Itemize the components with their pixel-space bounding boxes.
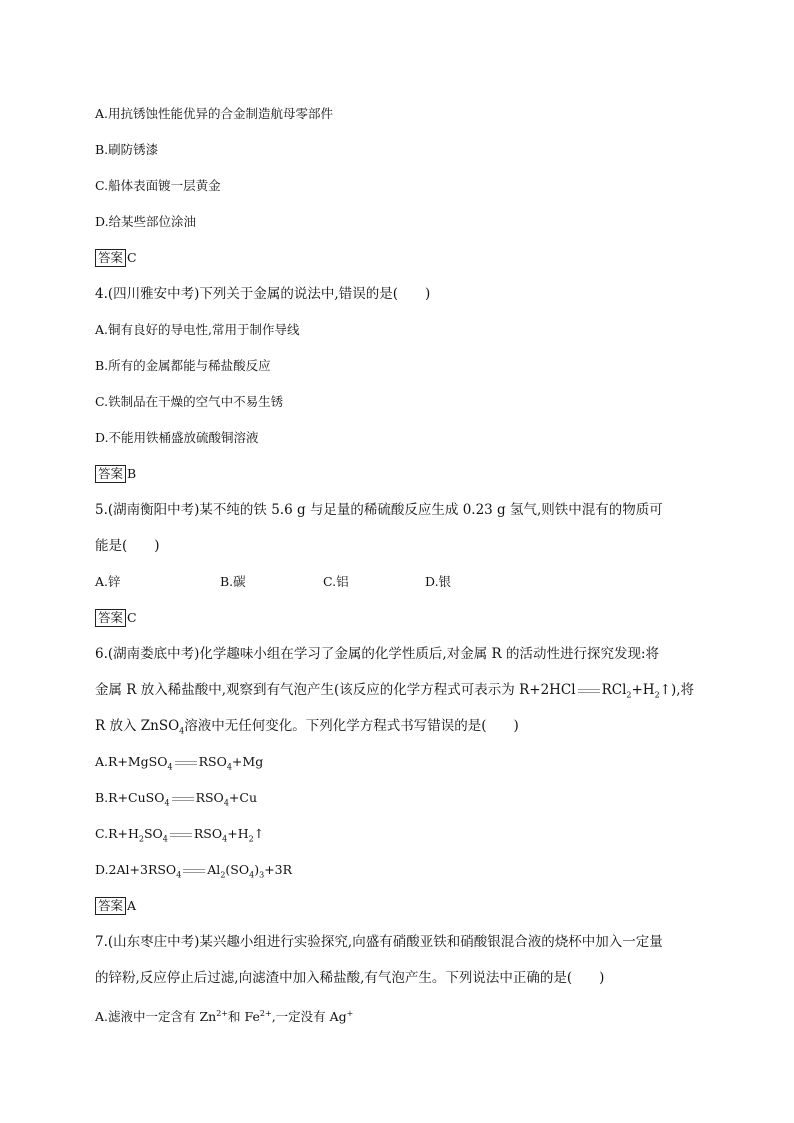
q4-option-c: C.铁制品在干燥的空气中不易生锈 bbox=[95, 394, 284, 409]
answer-value: C bbox=[127, 250, 137, 265]
q4-option-b: B.所有的金属都能与稀盐酸反应 bbox=[95, 358, 271, 373]
q5-option-a: A.锌 bbox=[95, 574, 121, 589]
answer-label: 答案 bbox=[95, 249, 126, 267]
reaction-equals-sign bbox=[170, 833, 192, 837]
q5-stem-line-2: 能是( ) bbox=[95, 538, 160, 554]
q5-stem-line-1: 5.(湖南衡阳中考)某不纯的铁 5.6 g 与足量的稀硫酸反应生成 0.23 g 氢气,则铁中混有的物质可 bbox=[95, 502, 663, 518]
answer-label: 答案 bbox=[95, 609, 126, 627]
q5-option-b: B.碳 bbox=[220, 574, 246, 589]
q4-answer bbox=[95, 465, 136, 483]
answer-label: 答案 bbox=[95, 465, 126, 483]
q6-option-d: $D.2Al+3RSO_4$ $Al_2(SO_4)_3+3R$ bbox=[95, 862, 293, 880]
q5-option-c: C.铝 bbox=[323, 574, 349, 589]
q4-stem: 4.(四川雅安中考)下列关于金属的说法中,错误的是( ) bbox=[95, 286, 431, 302]
reaction-equals-sign bbox=[183, 869, 205, 873]
q5-answer bbox=[95, 609, 137, 627]
q3-answer bbox=[95, 249, 137, 267]
q6-stem-line-1: 6.(湖南娄底中考)化学趣味小组在学习了金属的化学性质后,对金属 R 的活动性进行探究发现:将 bbox=[95, 646, 659, 662]
q6-answer bbox=[95, 897, 136, 915]
q7-stem-line-2: 的锌粉,反应停止后过滤,向滤渣中加入稀盐酸,有气泡产生。下列说法中正确的是( ) bbox=[95, 970, 605, 986]
reaction-equals-sign bbox=[172, 797, 194, 801]
q6-stem-line-2: 金属 R 放入稀盐酸中,观察到有气泡产生(该反应的化学方程式可表示为 R+2HCl $RCl_2+H_2↑$),将 bbox=[95, 682, 695, 700]
reaction-equals-sign bbox=[175, 761, 197, 765]
answer-value: B bbox=[127, 466, 137, 481]
q6-option-a: A.R+MgSO$_4$ $RSO_4+Mg$ bbox=[95, 754, 264, 772]
q6-option-c: $C.R+H_2SO_4$ $RSO_4+H_2↑$ bbox=[95, 826, 265, 844]
q7-stem-line-1: 7.(山东枣庄中考)某兴趣小组进行实验探究,向盛有硝酸亚铁和硝酸银混合液的烧杯中加入一定量 bbox=[95, 934, 663, 950]
q3-option-d: D.给某些部位涂油 bbox=[95, 214, 197, 229]
answer-label: 答案 bbox=[95, 897, 126, 915]
q5-option-d: D.银 bbox=[425, 574, 452, 589]
answer-value: A bbox=[127, 898, 137, 913]
q6-stem-line-3: R 放入 ZnSO$_4$溶液中无任何变化。下列化学方程式书写错误的是( ) bbox=[95, 718, 519, 736]
q3-option-c: C.船体表面镀一层黄金 bbox=[95, 178, 221, 193]
q6-option-b: B.R+CuSO$_4$ $RSO_4+Cu$ bbox=[95, 790, 257, 808]
q3-option-a: A.用抗锈蚀性能优异的合金制造航母零部件 bbox=[95, 106, 334, 121]
q3-option-b: B.刷防锈漆 bbox=[95, 142, 159, 157]
q4-option-a: A.铜有良好的导电性,常用于制作导线 bbox=[95, 322, 300, 337]
reaction-equals-sign bbox=[578, 689, 600, 693]
answer-value: C bbox=[127, 610, 137, 625]
q7-option-a: A.滤液中一定含有 $Zn^{2+}$和 $Fe^{2+}$,一定没有 Ag+ bbox=[95, 1009, 354, 1025]
q4-option-d: D.不能用铁桶盛放硫酸铜溶液 bbox=[95, 430, 259, 445]
